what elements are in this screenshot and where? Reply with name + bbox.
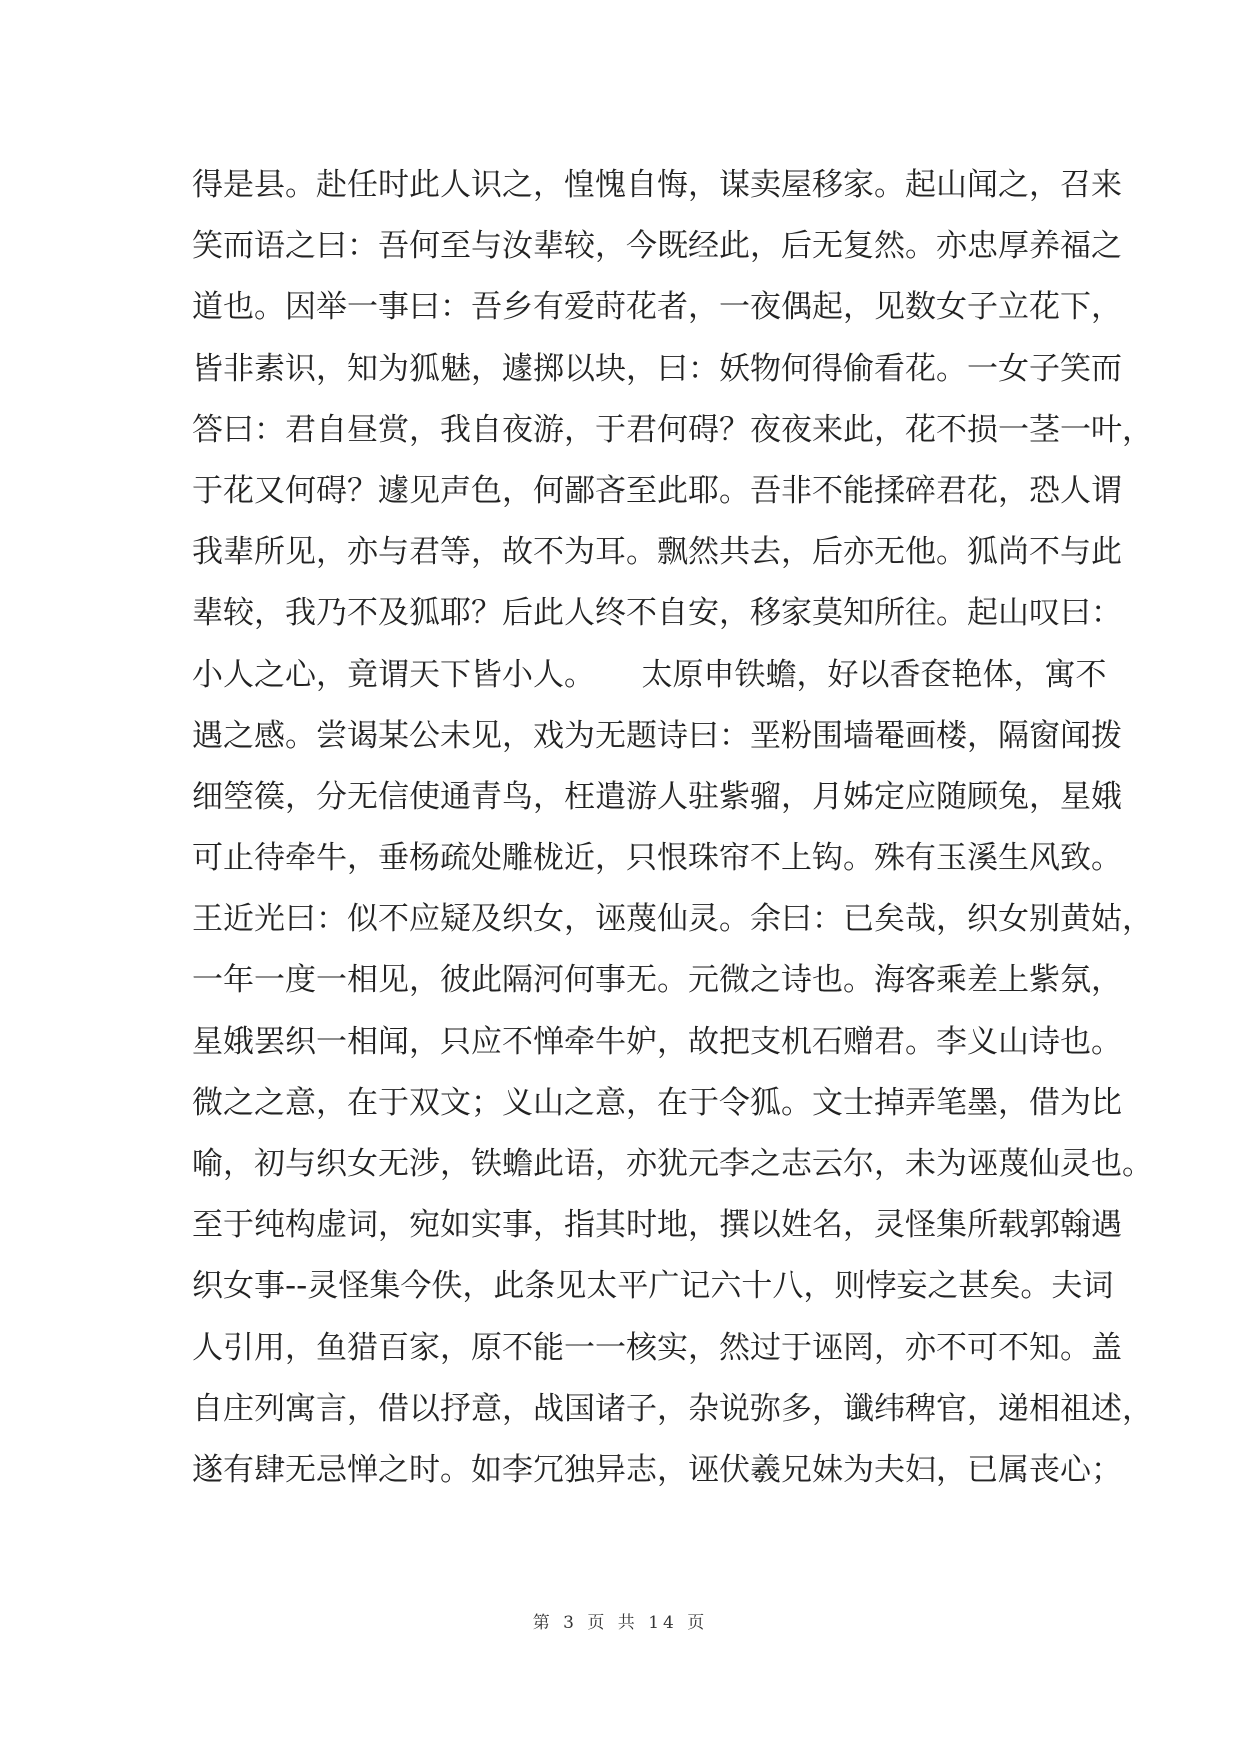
text-line-13: 王近光曰：似不应疑及织女，诬蔑仙灵。余曰：已矣哉，织女别黄姑， [192,901,1153,938]
text-line-16: 微之之意，在于双文；义山之意，在于令狐。文士掉弄笔墨，借为比 [192,1084,1122,1121]
page-number-footer: 第 3 页 共 14 页 [532,1613,709,1633]
text-line-11: 细箜篌，分无信使通青鸟，枉遣游人驻紫骝，月姊定应随顾兔，星娥 [192,778,1122,815]
text-line-7: 我辈所见，亦与君等，故不为耳。飘然共去，后亦无他。狐尚不与此 [192,534,1122,571]
text-line-2: 笑而语之曰：吾何至与汝辈较，今既经此，后无复然。亦忠厚养福之 [192,228,1122,265]
text-line-8: 辈较，我乃不及狐耶？后此人终不自安，移家莫知所往。起山叹曰： [192,595,1122,632]
text-line-4: 皆非素识，知为狐魅，遽掷以块，曰：妖物何得偷看花。一女子笑而 [192,350,1122,387]
text-line-1: 得是县。赴任时此人识之，惶愧自悔，谋卖屋移家。起山闻之，召来 [192,167,1122,203]
text-line-5: 答曰：君自昼赏，我自夜游，于君何碍？夜夜来此，花不损一茎一叶， [192,411,1153,448]
text-line-15: 星娥罢织一相闻，只应不惮牵牛妒，故把支机石赠君。李义山诗也。 [192,1023,1122,1060]
text-line-19: 织女事--灵怪集今佚，此条见太平广记六十八，则悖妄之甚矣。夫词 [192,1268,1114,1305]
text-line-3: 道也。因举一事曰：吾乡有爱莳花者，一夜偶起，见数女子立花下， [192,289,1122,326]
text-line-18: 至于纯构虚词，宛如实事，指其时地，撰以姓名，灵怪集所载郭翰遇 [192,1207,1122,1244]
text-line-20: 人引用，鱼猎百家，原不能一一核实，然过于诬罔，亦不可不知。盖 [192,1329,1122,1366]
body-text [192,155,1153,1501]
text-line-9: 小人之心，竟谓天下皆小人。 太原申铁蟾，好以香奁艳体，寓不 [192,656,1107,693]
text-line-22: 遂有肆无忌惮之时。如李冗独异志，诬伏羲兄妹为夫妇，已属丧心； [192,1451,1122,1488]
text-line-21: 自庄列寓言，借以抒意，战国诸子，杂说弥多，谶纬稗官，递相祖述， [192,1390,1153,1427]
text-line-17: 喻，初与织女无涉，铁蟾此语，亦犹元李之志云尔，未为诬蔑仙灵也。 [192,1146,1153,1182]
text-line-6: 于花又何碍？遽见声色，何鄙吝至此耶。吾非不能揉碎君花，恐人谓 [192,472,1122,509]
text-line-12: 可止待牵牛，垂杨疏处雕栊近，只恨珠帘不上钩。殊有玉溪生风致。 [192,840,1122,877]
text-line-14: 一年一度一相见，彼此隔河何事无。元微之诗也。海客乘差上紫氛， [192,962,1122,999]
text-line-10: 遇之感。尝谒某公未见，戏为无题诗曰：垩粉围墙罨画楼，隔窗闻拨 [192,717,1122,754]
